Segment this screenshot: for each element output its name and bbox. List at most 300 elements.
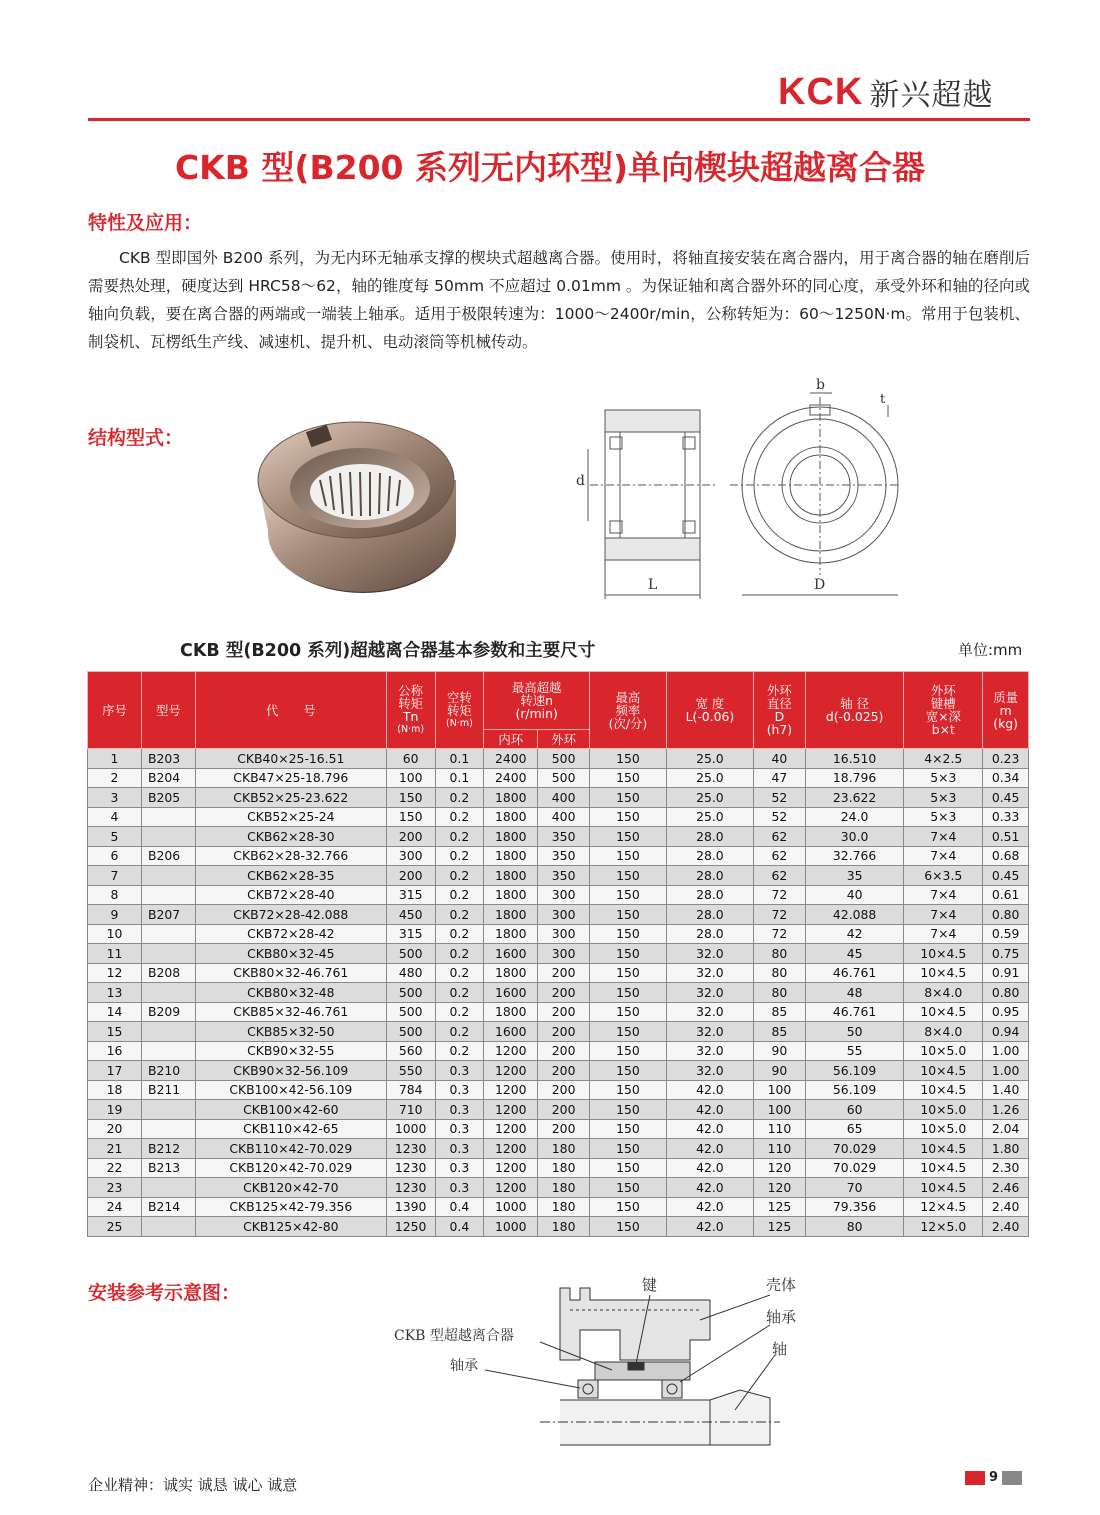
table-cell: 1 [88,749,142,769]
table-cell: 12×4.5 [904,1197,983,1217]
th-width [666,672,753,749]
th-tn [386,672,435,749]
table-row [88,1119,1029,1139]
table-cell: CKB62×28-35 [195,866,386,886]
table-cell: CKB72×28-42 [195,924,386,944]
table-cell: 28.0 [666,866,753,886]
table-cell: CKB52×25-23.622 [195,788,386,808]
table-row [88,1022,1029,1042]
table-cell: 30.0 [805,827,904,847]
th-freq-1: 最高 [615,689,641,705]
th-idle [435,672,484,749]
table-cell: 1200 [484,1139,538,1159]
table-row [88,827,1029,847]
table-row [88,788,1029,808]
table-cell: 0.2 [435,866,484,886]
table-row [88,963,1029,983]
table-cell: 0.3 [435,1080,484,1100]
table-cell: CKB72×28-42.088 [195,905,386,925]
table-cell: 1.26 [983,1100,1029,1120]
table-cell [141,866,195,886]
table-cell: 32.766 [805,846,904,866]
table-cell: 0.2 [435,1022,484,1042]
th-mass-2: m [999,702,1012,718]
table-cell: 0.1 [435,749,484,769]
table-cell: 79.356 [805,1197,904,1217]
table-cell: 0.23 [983,749,1029,769]
table-row [88,1158,1029,1178]
table-cell: 0.80 [983,905,1029,925]
th-od-1: 外环 [767,683,792,698]
table-cell: 2 [88,768,142,788]
table-cell: 32.0 [666,983,753,1003]
th-mass-1: 质量 [993,689,1018,705]
table-cell [141,827,195,847]
table-cell: 85 [753,1002,805,1022]
table-cell: 500 [538,768,590,788]
table-cell: 150 [590,1197,667,1217]
table-cell: CKB120×42-70.029 [195,1158,386,1178]
table-cell: 60 [386,749,435,769]
table-row [88,866,1029,886]
table-cell [141,924,195,944]
table-cell: 0.61 [983,885,1029,905]
logo-mark: KCK [778,70,864,113]
table-cell: B208 [141,963,195,983]
table-cell: 150 [590,866,667,886]
table-cell: 1800 [484,885,538,905]
th-width-1: 宽 度 [695,696,725,711]
table-cell: CKB110×42-70.029 [195,1139,386,1159]
table-cell: 0.2 [435,963,484,983]
th-od [753,672,805,749]
table-cell: 150 [590,944,667,964]
table-cell: 24 [88,1197,142,1217]
table-cell: 46.761 [805,1002,904,1022]
table-cell: 72 [753,924,805,944]
table-cell: 60 [805,1100,904,1120]
company-motto: 企业精神：诚实 诚恳 诚心 诚意 [88,1476,298,1494]
table-cell: 1230 [386,1178,435,1198]
table-cell: 90 [753,1061,805,1081]
table-cell: 0.94 [983,1022,1029,1042]
table-cell: 1600 [484,944,538,964]
table-cell: 150 [590,768,667,788]
table-cell: 1800 [484,807,538,827]
table-cell: 150 [590,749,667,769]
table-cell: 0.34 [983,768,1029,788]
table-cell [141,1178,195,1198]
table-row [88,846,1029,866]
table-cell: B213 [141,1158,195,1178]
th-key [904,672,983,749]
table-cell: 62 [753,846,805,866]
table-cell: 500 [386,1022,435,1042]
table-cell: 14 [88,1002,142,1022]
table-cell: 35 [805,866,904,886]
table-cell: 80 [753,963,805,983]
table-cell: 150 [590,1217,667,1237]
table-cell: 7 [88,866,142,886]
logo-name: 新兴超越 [869,78,994,113]
table-cell: 23 [88,1178,142,1198]
table-cell: 10×4.5 [904,1158,983,1178]
table-cell: CKB90×32-55 [195,1041,386,1061]
table-cell: 180 [538,1217,590,1237]
table-cell: 42.0 [666,1217,753,1237]
table-cell: 500 [386,1002,435,1022]
table-row [88,768,1029,788]
table-cell: 0.2 [435,983,484,1003]
th-model: 型号 [141,672,195,749]
table-cell: 150 [386,807,435,827]
table-cell: 350 [538,846,590,866]
table-cell: 100 [753,1100,805,1120]
th-tn-1: 公称 [398,683,424,698]
table-cell: 300 [538,885,590,905]
table-cell: 150 [590,827,667,847]
table-cell: 25.0 [666,788,753,808]
table-row [88,749,1029,769]
table-cell: 1.00 [983,1041,1029,1061]
table-cell: 200 [538,963,590,983]
table-cell: 180 [538,1158,590,1178]
table-cell: 315 [386,885,435,905]
table-cell: 8 [88,885,142,905]
table-cell: CKB72×28-40 [195,885,386,905]
table-cell: 0.3 [435,1139,484,1159]
table-cell: CKB100×42-56.109 [195,1080,386,1100]
table-row [88,924,1029,944]
table-cell: 1800 [484,846,538,866]
table-cell: 150 [590,846,667,866]
table-cell: 2400 [484,768,538,788]
table-cell: 200 [538,1002,590,1022]
table-cell: 300 [538,944,590,964]
table-cell: 5×3 [904,807,983,827]
table-cell: 25 [88,1217,142,1237]
table-cell: 42.0 [666,1100,753,1120]
table-unit: 单位:mm [958,641,1023,659]
table-cell: 70.029 [805,1139,904,1159]
table-cell: 8×4.0 [904,1022,983,1042]
table-cell: 4 [88,807,142,827]
table-cell: 400 [538,807,590,827]
table-cell: 6 [88,846,142,866]
install-diagram [380,1270,820,1455]
table-row [88,1061,1029,1081]
table-cell: 0.2 [435,944,484,964]
table-cell: 7×4 [904,924,983,944]
table-cell: 150 [590,1041,667,1061]
table-cell: 56.109 [805,1061,904,1081]
table-cell [141,1041,195,1061]
table-cell [141,1022,195,1042]
table-cell: CKB110×42-65 [195,1119,386,1139]
table-cell: 55 [805,1041,904,1061]
table-cell: 1800 [484,924,538,944]
table-row [88,1002,1029,1022]
table-cell: 10×4.5 [904,1080,983,1100]
table-cell: 0.33 [983,807,1029,827]
table-cell [141,1119,195,1139]
table-cell: 150 [590,1178,667,1198]
table-cell: 16 [88,1041,142,1061]
th-speed-2: 转速n [520,693,553,708]
brand-logo [778,70,993,114]
table-cell: 0.2 [435,1041,484,1061]
table-cell: 3 [88,788,142,808]
label-housing: 壳体 [766,1276,797,1294]
table-cell: 150 [590,1061,667,1081]
table-cell: 150 [590,807,667,827]
table-row [88,983,1029,1003]
table-cell: 10×5.0 [904,1041,983,1061]
table-cell: 7×4 [904,846,983,866]
dimension-drawing [570,375,900,605]
features-paragraph [88,244,1030,356]
table-cell: 110 [753,1139,805,1159]
table-cell: CKB62×28-30 [195,827,386,847]
table-cell: 350 [538,866,590,886]
th-code: 代 号 [195,672,386,749]
th-speed-1: 最高超越 [511,680,562,695]
table-cell: 0.2 [435,924,484,944]
table-cell: 10 [88,924,142,944]
table-row [88,1197,1029,1217]
table-cell: 0.2 [435,1002,484,1022]
table-cell: 1800 [484,827,538,847]
install-heading: 安装参考示意图： [88,1282,241,1304]
table-cell: 150 [590,1119,667,1139]
table-cell: 42 [805,924,904,944]
table-cell: 0.2 [435,885,484,905]
table-cell: 40 [753,749,805,769]
table-cell: CKB80×32-46.761 [195,963,386,983]
table-cell: B203 [141,749,195,769]
table-cell: 120 [753,1178,805,1198]
table-cell: 46.761 [805,963,904,983]
table-cell: 42.0 [666,1119,753,1139]
table-cell: 100 [753,1080,805,1100]
table-cell: 23.622 [805,788,904,808]
table-cell: 22 [88,1158,142,1178]
table-cell: 180 [538,1139,590,1159]
table-cell: B209 [141,1002,195,1022]
table-cell: 1200 [484,1158,538,1178]
table-row [88,905,1029,925]
table-cell: 16.510 [805,749,904,769]
table-cell: 1200 [484,1061,538,1081]
table-cell: 200 [386,827,435,847]
dim-b: b [816,377,825,393]
table-cell: 28.0 [666,905,753,925]
table-cell: 40 [805,885,904,905]
table-cell: 150 [590,788,667,808]
table-cell: 180 [538,1197,590,1217]
spec-table [87,671,1029,1237]
table-cell: 300 [538,905,590,925]
page-number-block [965,1470,1022,1485]
table-cell: 110 [753,1119,805,1139]
table-cell: 1200 [484,1080,538,1100]
table-cell: 70.029 [805,1158,904,1178]
table-cell: 72 [753,885,805,905]
table-cell: 200 [538,1022,590,1042]
table-cell: 0.3 [435,1158,484,1178]
table-cell: 42.0 [666,1080,753,1100]
table-cell: 47 [753,768,805,788]
table-cell: 0.45 [983,788,1029,808]
table-cell: 10×4.5 [904,1002,983,1022]
table-cell: 0.2 [435,827,484,847]
table-cell: 50 [805,1022,904,1042]
table-cell: 65 [805,1119,904,1139]
table-cell: 42.0 [666,1158,753,1178]
table-cell: 150 [590,1002,667,1022]
table-cell: CKB80×32-45 [195,944,386,964]
table-row [88,1080,1029,1100]
table-cell: 480 [386,963,435,983]
table-cell: 1390 [386,1197,435,1217]
table-row [88,1178,1029,1198]
table-cell: 0.4 [435,1217,484,1237]
table-cell: 80 [753,983,805,1003]
table-cell: 150 [590,1080,667,1100]
table-cell: B211 [141,1080,195,1100]
table-cell: 0.80 [983,983,1029,1003]
table-cell: 120 [753,1158,805,1178]
table-cell [141,807,195,827]
table-cell: 11 [88,944,142,964]
table-cell: 13 [88,983,142,1003]
th-shaft-1: 轴 径 [840,696,869,711]
table-cell: CKB40×25-16.51 [195,749,386,769]
table-cell: CKB80×32-48 [195,983,386,1003]
table-cell: 2.40 [983,1217,1029,1237]
table-cell: 4×2.5 [904,749,983,769]
table-cell: 32.0 [666,1002,753,1022]
table-cell: 315 [386,924,435,944]
table-cell: 450 [386,905,435,925]
table-cell: 32.0 [666,944,753,964]
table-cell: 560 [386,1041,435,1061]
table-cell: 1.00 [983,1061,1029,1081]
th-speed-inner: 内环 [484,730,538,749]
structure-heading: 结构型式： [88,427,184,449]
table-cell [141,983,195,1003]
th-tn-3: Tn [402,709,419,724]
table-cell: 2.40 [983,1197,1029,1217]
th-od-3: D [774,709,785,724]
dim-L: L [648,577,658,593]
table-cell: 10×5.0 [904,1119,983,1139]
table-cell: 0.4 [435,1197,484,1217]
table-cell: 0.51 [983,827,1029,847]
table-cell: 1800 [484,1002,538,1022]
table-cell: 28.0 [666,885,753,905]
label-bearing-left: 轴承 [450,1358,478,1374]
table-cell: 17 [88,1061,142,1081]
table-row [88,1041,1029,1061]
table-cell: CKB47×25-18.796 [195,768,386,788]
table-cell: 19 [88,1100,142,1120]
table-cell: CKB90×32-56.109 [195,1061,386,1081]
table-cell: CKB120×42-70 [195,1178,386,1198]
table-cell: 1600 [484,1022,538,1042]
table-cell: CKB62×28-32.766 [195,846,386,866]
table-row [88,1100,1029,1120]
dim-d: d [576,473,585,489]
table-cell: 500 [386,944,435,964]
table-cell: 1800 [484,963,538,983]
label-key: 键 [642,1276,658,1294]
table-cell: 1600 [484,983,538,1003]
dim-D: D [814,577,826,593]
table-cell: CKB85×32-46.761 [195,1002,386,1022]
table-cell: 1200 [484,1100,538,1120]
table-cell: 1230 [386,1158,435,1178]
table-cell: 550 [386,1061,435,1081]
table-cell: 0.45 [983,866,1029,886]
table-cell: 10×4.5 [904,1139,983,1159]
table-cell: 20 [88,1119,142,1139]
table-cell: 1.80 [983,1139,1029,1159]
table-cell: 200 [538,1119,590,1139]
table-cell [141,1100,195,1120]
label-clutch: CKB 型超越离合器 [394,1328,514,1344]
th-idle-1: 空转 [447,689,472,705]
table-cell: 150 [590,924,667,944]
th-freq-3: (次/分) [608,715,648,731]
table-cell: 1230 [386,1139,435,1159]
features-text: CKB 型即国外 B200 系列，为无内环无轴承支撑的楔块式超越离合器。使用时，将轴直接安装在离合器内，用于离合器的轴在磨削后需要热处理，硬度达到 HRC58～62，轴的锥度每 50mm 不应超过 0.01mm 。为保证轴和离合器外环的同心度，承受外环和轴的径向或轴向负载，要在离合器的两端或一端装上轴承。适用于极限转速为：1000～2400r/min，公称转矩为：60～1250N·m。常用于包装机、制袋机、瓦楞纸生产线、减速机、提升机、电动滚筒等机械传动。 [88,249,1030,351]
table-cell: 0.68 [983,846,1029,866]
table-cell: CKB52×25-24 [195,807,386,827]
th-width-2: L(-0.06) [685,709,735,724]
table-cell: 85 [753,1022,805,1042]
page-marker-red [965,1471,985,1485]
spec-table-body [88,749,1029,1237]
table-cell: 10×4.5 [904,944,983,964]
table-row [88,885,1029,905]
label-shaft: 轴 [772,1340,788,1358]
table-cell: 52 [753,788,805,808]
th-speed-3: (r/min) [515,706,558,721]
table-cell: 28.0 [666,846,753,866]
table-cell: 90 [753,1041,805,1061]
table-cell: 32.0 [666,1022,753,1042]
table-cell: 12×5.0 [904,1217,983,1237]
table-cell: 1000 [484,1217,538,1237]
table-cell: 2.46 [983,1178,1029,1198]
th-key-4: b×t [931,722,955,737]
table-cell: 21 [88,1139,142,1159]
table-cell: 0.95 [983,1002,1029,1022]
table-cell: 10×4.5 [904,963,983,983]
table-cell: 100 [386,768,435,788]
table-cell: CKB125×42-79.356 [195,1197,386,1217]
th-tn-4: (N·m) [397,724,425,735]
table-cell: 70 [805,1178,904,1198]
features-heading: 特性及应用： [88,212,203,234]
table-cell: 18 [88,1080,142,1100]
table-cell [141,944,195,964]
table-cell: 200 [538,1061,590,1081]
table-cell: 7×4 [904,827,983,847]
table-cell: 0.3 [435,1061,484,1081]
th-freq-2: 频率 [615,702,641,718]
